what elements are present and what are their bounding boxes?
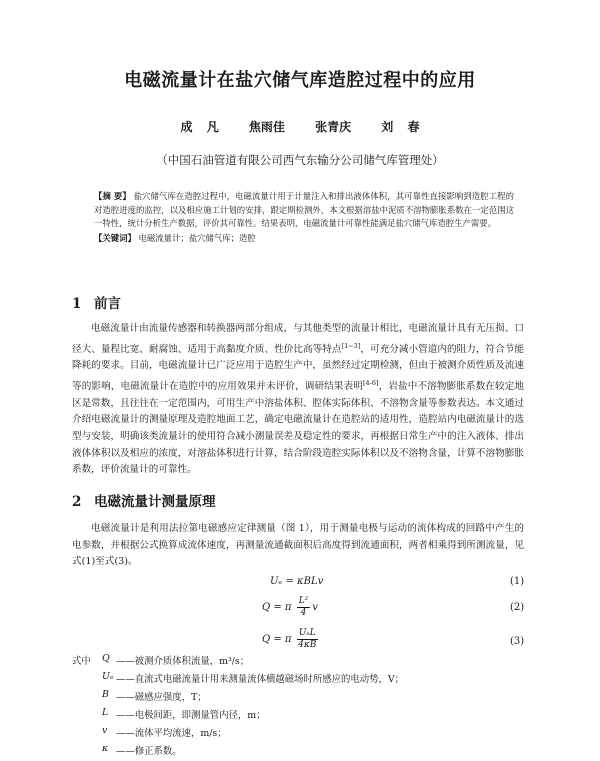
keywords-label: 【关键词】 bbox=[94, 232, 136, 243]
paragraph-text: 电磁流量计由流量传感器和转换器两部分组成，与其他类型的流量计相比，电磁流量计具有无压损、口径大、量程比宽、耐腐蚀、适用于高黏度介质、性价比高等特点 bbox=[72, 323, 524, 355]
section-heading-1 bbox=[72, 292, 121, 312]
equation-body: Uₑ = κBLv bbox=[270, 576, 324, 587]
section-title: 电磁流量计测量原理 bbox=[94, 494, 216, 510]
keywords-paragraph bbox=[94, 232, 514, 246]
definition-symbol: κ bbox=[102, 743, 109, 754]
section-heading-2 bbox=[72, 490, 216, 510]
equation-number: (2) bbox=[510, 602, 525, 613]
section1-paragraph bbox=[72, 321, 524, 479]
keywords-text: 电磁流量计；盐穴储气库；造腔 bbox=[138, 232, 256, 243]
equation-fraction bbox=[297, 628, 318, 651]
affiliation: （中国石油管道有限公司西气东输分公司储气库管理处） bbox=[156, 153, 444, 167]
definition-text: ——被测介质体积流量，m³/s； bbox=[116, 656, 250, 667]
definition-row bbox=[72, 689, 532, 707]
section-title: 前言 bbox=[94, 296, 121, 312]
author-list bbox=[0, 118, 600, 135]
definition-symbol: L bbox=[102, 707, 109, 718]
equation-number: (3) bbox=[510, 636, 525, 647]
definition-row bbox=[72, 671, 532, 689]
equation-number: (1) bbox=[510, 576, 525, 587]
abstract-paragraph bbox=[94, 190, 514, 231]
fraction-numerator: UₑL bbox=[298, 628, 316, 638]
definition-text: ——流体平均流速，m/s； bbox=[116, 728, 227, 739]
definition-row bbox=[72, 743, 532, 761]
equation-3 bbox=[0, 628, 600, 656]
definitions-lead: 式中 bbox=[72, 656, 91, 667]
paragraph-text: ，可充分减小管道内的阻力，符合节能降耗的要求。目前，电磁流量计已广泛应用于造腔生产中，虽然经过定期检测，但由于被测介质性质及流速等的影响，电磁流量计在造腔中的应用效果并未评价，调研结果表明 bbox=[72, 343, 525, 393]
equation-2 bbox=[0, 596, 600, 624]
equation-fraction bbox=[297, 596, 311, 619]
symbol-definitions bbox=[72, 653, 532, 761]
author-name: 刘 春 bbox=[381, 120, 420, 134]
definition-symbol: B bbox=[102, 689, 109, 700]
fraction-denominator: 4 bbox=[300, 608, 307, 618]
section-number: 1 bbox=[72, 296, 82, 312]
paper-title: 电磁流量计在盐穴储气库造腔过程中的应用 bbox=[124, 70, 476, 91]
citation: [1~3] bbox=[341, 341, 361, 350]
fraction-numerator: L² bbox=[298, 596, 309, 606]
definition-symbol: Uₑ bbox=[102, 671, 114, 682]
equation-1 bbox=[0, 576, 600, 592]
citation: [4-6] bbox=[362, 378, 379, 387]
abstract-label: 【摘 要】 bbox=[94, 191, 131, 201]
definition-row bbox=[72, 653, 532, 671]
definition-row bbox=[72, 707, 532, 725]
fraction-denominator: 4κB bbox=[298, 640, 317, 650]
author-name: 张青庆 bbox=[315, 120, 352, 134]
definition-symbol: Q bbox=[102, 653, 110, 664]
definition-text: ——电极间距，即测量管内径，m； bbox=[116, 710, 266, 721]
equation-lhs: Q = π bbox=[262, 602, 292, 613]
definition-text: ——修正系数。 bbox=[116, 746, 182, 757]
section-number: 2 bbox=[72, 494, 82, 510]
definition-text: ——直流式电磁流量计用来测量流体横越磁场时所感应的电动势，V； bbox=[116, 674, 405, 685]
equation-tail: v bbox=[312, 602, 318, 613]
equation-lhs: Q = π bbox=[262, 634, 292, 645]
author-name: 成 凡 bbox=[180, 120, 219, 134]
paragraph-text: ，岩盐中不溶物膨胀系数在较定地区是常数，且往往在一定范围内，可用生产中溶盐体积、腔体实际体积、不溶物含量等参数表达。本文通过介绍电磁流量计的测量原理及造腔地面工艺，确定电磁流量计在造腔站的适用性，造腔站内电磁流量计的选型与安装，明确该类流量计的使用符合减小测量误差及稳定性的要求，再根据日常生产中的注入液体、排出液体体积以及相应的浓度，对溶盐体积进行计算，结合阶段造腔实际体积以及不溶物含量，计算不溶物膨胀系数，评价流量计的可靠性。 bbox=[72, 381, 524, 476]
author-name: 焦雨佳 bbox=[248, 120, 285, 134]
definition-symbol: v bbox=[102, 725, 108, 736]
definition-row bbox=[72, 725, 532, 743]
section2-paragraph bbox=[72, 521, 524, 571]
abstract-block bbox=[94, 190, 514, 245]
paragraph-text: 电磁流量计是利用法拉第电磁感应定律测量（图 1），用于测量电极与运动的流体构成的回路中产生的电参数，并根据公式换算成流体速度，再测量流通截面积后高度得到流通面积，两者相乘得到所测流量，见式(1)至式(3)。 bbox=[72, 523, 524, 568]
definition-text: ——磁感应强度，T； bbox=[116, 692, 207, 703]
abstract-text: 盐穴储气库在造腔过程中，电磁流量计用于计量注入和排出液体体积，其可靠性直接影响到造腔工程的对造腔进度的监控，以及相应施工计划的安排，跟定期检测外，本文根据溶盐中泥质不溶物膨胀系数在一定范围这一特性，统计分析生产数据，评价其可靠性。结果表明，电磁流量计可靠性能满足盐穴储气库造腔生产需要。 bbox=[94, 191, 514, 228]
